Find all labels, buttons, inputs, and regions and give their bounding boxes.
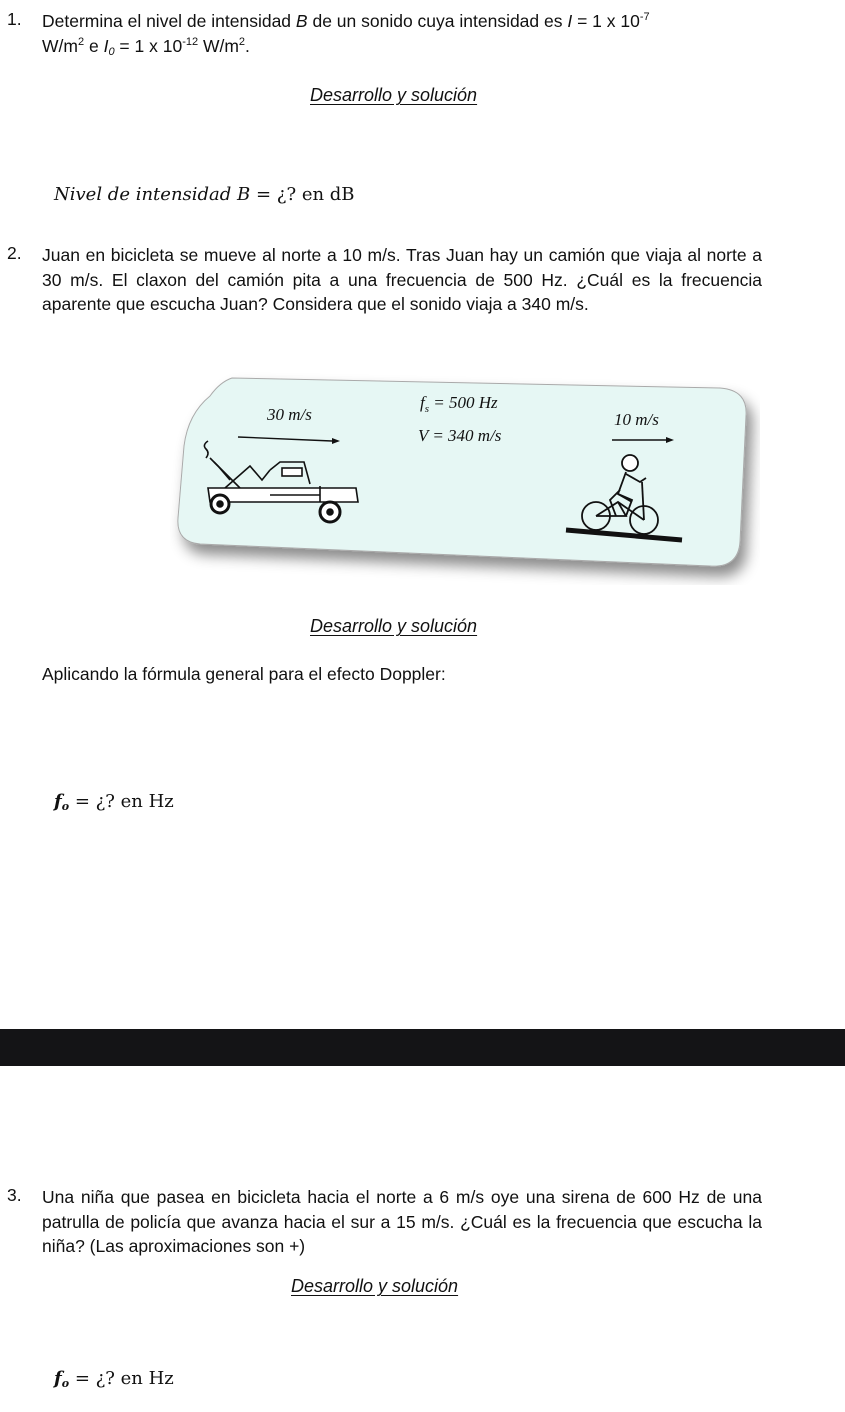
problem-1-number: 1. [7,9,22,29]
period: . [245,35,250,56]
answer-variable: f [54,791,62,812]
page-separator-band [0,1029,845,1066]
variable-i0: I [103,35,109,56]
answer-subscript: o [61,1377,70,1390]
exponent: -7 [639,11,650,23]
statement-text: de un sonido cuya intensidad es [307,11,568,31]
statement-text: e [84,35,104,56]
value-i: = 1 x 10 [572,11,640,31]
answer-subscript: o [61,800,70,813]
subscript: 0 [108,45,115,58]
sound-speed-label: V = 340 m/s [418,426,502,445]
problem-1-statement [42,9,762,58]
exponent: -12 [182,35,199,48]
exponent: 2 [77,35,85,48]
answer-equation: = ¿? en dB [250,184,355,205]
doppler-formula-intro: Aplicando la fórmula general para el efecto Doppler: [42,664,446,684]
source-frequency: $f_s = 500$ Hz [420,393,498,415]
variable-b: B [295,11,308,31]
bike-speed-label: 10 m/s [614,410,659,429]
unit: W/m [42,35,78,56]
problem-3-number: 3. [7,1185,22,1205]
answer-variable: f [54,1368,62,1389]
answer-line-1 [54,184,355,205]
development-heading-2: Desarrollo y solución [310,616,478,636]
variable-i: I [567,11,573,31]
answer-line-2 [54,791,174,812]
problem-2-number: 2. [7,243,22,263]
problem-2-statement: Juan en bicicleta se mueve al norte a 10 m/s. Tras Juan hay un camión que viaja al norte a 30 m/s. El claxon del camión pita a una frecuencia de 500 Hz. ¿Cuál es la frecuencia aparente que escucha Juan? Considera que el sonido viaja a 340 m/s. [42,245,762,314]
unit: W/m [198,35,239,56]
value-i0: = 1 x 10 [114,35,183,56]
development-heading-3: Desarrollo y solución [291,1276,459,1296]
answer-prefix: Nivel de intensidad [54,184,238,205]
doppler-illustration [170,370,760,585]
answer-equation: = ¿? en Hz [69,791,174,812]
problem-3-statement: Una niña que pasea en bicicleta hacia el norte a 6 m/s oye una sirena de 600 Hz de una patrulla de policía que avanza hacia el sur a 15 m/s. ¿Cuál es la frecuencia que escucha la niña? (Las aproximaciones son +) [42,1187,762,1256]
development-heading-1: Desarrollo y solución [310,85,478,105]
truck-speed-label: 30 m/s [267,405,312,424]
answer-equation: = ¿? en Hz [69,1368,174,1389]
answer-line-3 [54,1368,174,1389]
exponent: 2 [238,35,246,48]
statement-text: Determina el nivel de intensidad [42,11,296,31]
answer-variable: B [237,184,251,205]
